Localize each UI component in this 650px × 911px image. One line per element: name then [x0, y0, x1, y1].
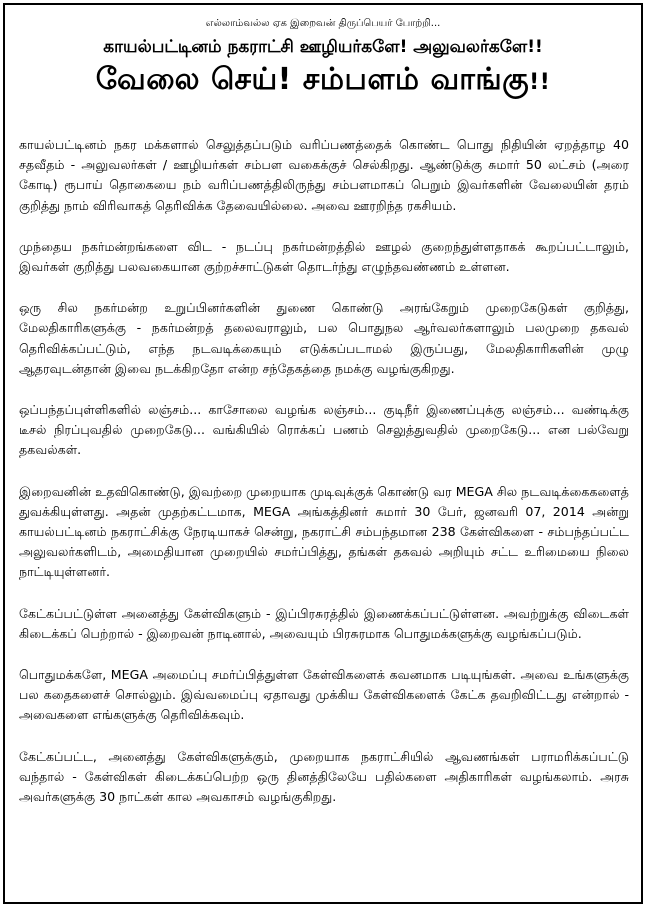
paragraph-5: இறைவனின் உதவிகொண்டு, இவற்றை முறையாக முடிவுக்குக் கொண்டு வர MEGA சில நடவடிக்கைகளைத் துவக்கியுள்ளது. அதன் முதற்கட்டமாக, MEGA அங்கத்தினர் சுமார் 30 பேர், ஜனவரி 07, 2014 அன்று காயல்பட்டினம் நகராட்சிக்கு நேரடியாகச் சென்று, நகராட்சி சம்பந்தமான 238 கேள்விகளை - சம்பந்தப்பட்ட அலுவலர்களிடம், அமைதியான முறையில் சமர்ப்பித்து, தங்கள் தகவல் அறியும் சட்ட உரிமையை நிலை நாட்டியுள்ளனர்.	[19, 483, 629, 580]
paragraph-3: ஒரு சில நகர்மன்ற உறுப்பினர்களின் துணை கொண்டு அரங்கேறும் முறைகேடுகள் குறித்து, மேலதிகாரிகளுக்கு - நகர்மன்றத் தலைவராலும், பல பொதுநல ஆர்வலர்களாலும் பலமுறை தகவல் தெரிவிக்கப்பட்டும், எந்த நடவடிக்கையும் எடுக்கப்படாமல் இருப்பது, மேலதிகாரிகளின் முழு ஆதரவுடன்தான் இவை நடக்கிறதோ என்ற சந்தேகத்தை நமக்கு வழங்குகிறது.	[19, 300, 629, 376]
paragraph-1: காயல்பட்டினம் நகர மக்களால் செலுத்தப்படும் வரிப்பணத்தைக் கொண்ட பொது நிதியின் ஏறத்தாழ 40 சதவீதம் - அலுவலர்கள் / ஊழியர்கள் சம்பள வகைக்குச் செல்கிறது. ஆண்டுக்கு சுமார் 50 லட்சம் (அரை கோடி) ரூபாய் தொகையை நம் வரிப்பணத்திலிருந்து சம்பளமாகப் பெறும் இவர்களின் வேலையின் தரம் குறித்து நாம் விரிவாகத் தெரிவிக்க தேவையில்லை. அவை ஊரறிந்த ரகசியம்.	[19, 137, 629, 213]
main-title	[5, 60, 641, 103]
paragraph-8: கேட்கப்பட்ட, அனைத்து கேள்விகளுக்கும், முறையாக நகராட்சியில் ஆவணங்கள் பராமரிக்கப்பட்டு வந்தால் - கேள்விகள் கிடைக்கப்பெற்ற ஒரு தினத்திலேயே பதில்களை அதிகாரிகள் வழங்கலாம். அரசு அவர்களுக்கு 30 நாட்கள் கால அவகாசம் வழங்குகிறது.	[19, 748, 629, 805]
paragraph-7: பொதுமக்களே, MEGA அமைப்பு சமர்ப்பித்துள்ள கேள்விகளைக் கவனமாக படியுங்கள். அவை உங்களுக்கு பல கதைகளைச் சொல்லும். இவ்வமைப்பு ஏதாவது முக்கிய கேள்விகளைக் கேட்க தவறிவிட்டது என்றால் - அவைகளை எங்களுக்கு தெரிவிக்கவும்.	[19, 667, 629, 723]
invocation-line: எல்லாம்வல்ல ஏக இறைவன் திருப்பெயர் போற்றி...	[205, 18, 441, 29]
main-title-exclamation: !!	[529, 70, 551, 95]
notice-sheet	[3, 3, 643, 904]
paragraph-6: கேட்கப்பட்டுள்ள அனைத்து கேள்விகளும் - இப்பிரசுரத்தில் இணைக்கப்பட்டுள்ளன. அவற்றுக்கு விடைகள் கிடைக்கப் பெற்றால் - இறைவன் நாடினால், அவையும் பிரசுரமாக பொதுமக்களுக்கு வழங்கப்படும்.	[19, 605, 629, 641]
main-title-text: வேலை செய்! சம்பளம் வாங்கு	[95, 62, 530, 97]
paragraph-4: ஒப்பந்தப்புள்ளிகளில் லஞ்சம்... காசோலை வழங்க லஞ்சம்... குடிநீர் இணைப்புக்கு லஞ்சம்... வண்டிக்கு டீசல் நிரப்புவதில் முறைகேடு... வங்கியில் ரொக்கப் பணம் செலுத்துவதில் முறைகேடு... என பல்வேறு தகவல்கள்.	[19, 402, 629, 458]
notice-body	[19, 135, 629, 828]
paragraph-2: முந்தைய நகர்மன்றங்களை விட - நடப்பு நகர்மன்றத்தில் ஊழல் குறைந்துள்ளதாகக் கூறப்பட்டாலும், இவர்கள் குறித்து பலவகையான குற்றச்சாட்டுகள் தொடர்ந்து எழுந்தவண்ணம் உள்ளன.	[19, 238, 629, 275]
subtitle-heading: காயல்பட்டினம் நகராட்சி ஊழியர்களே! அலுவலர்களே!!	[103, 37, 543, 57]
